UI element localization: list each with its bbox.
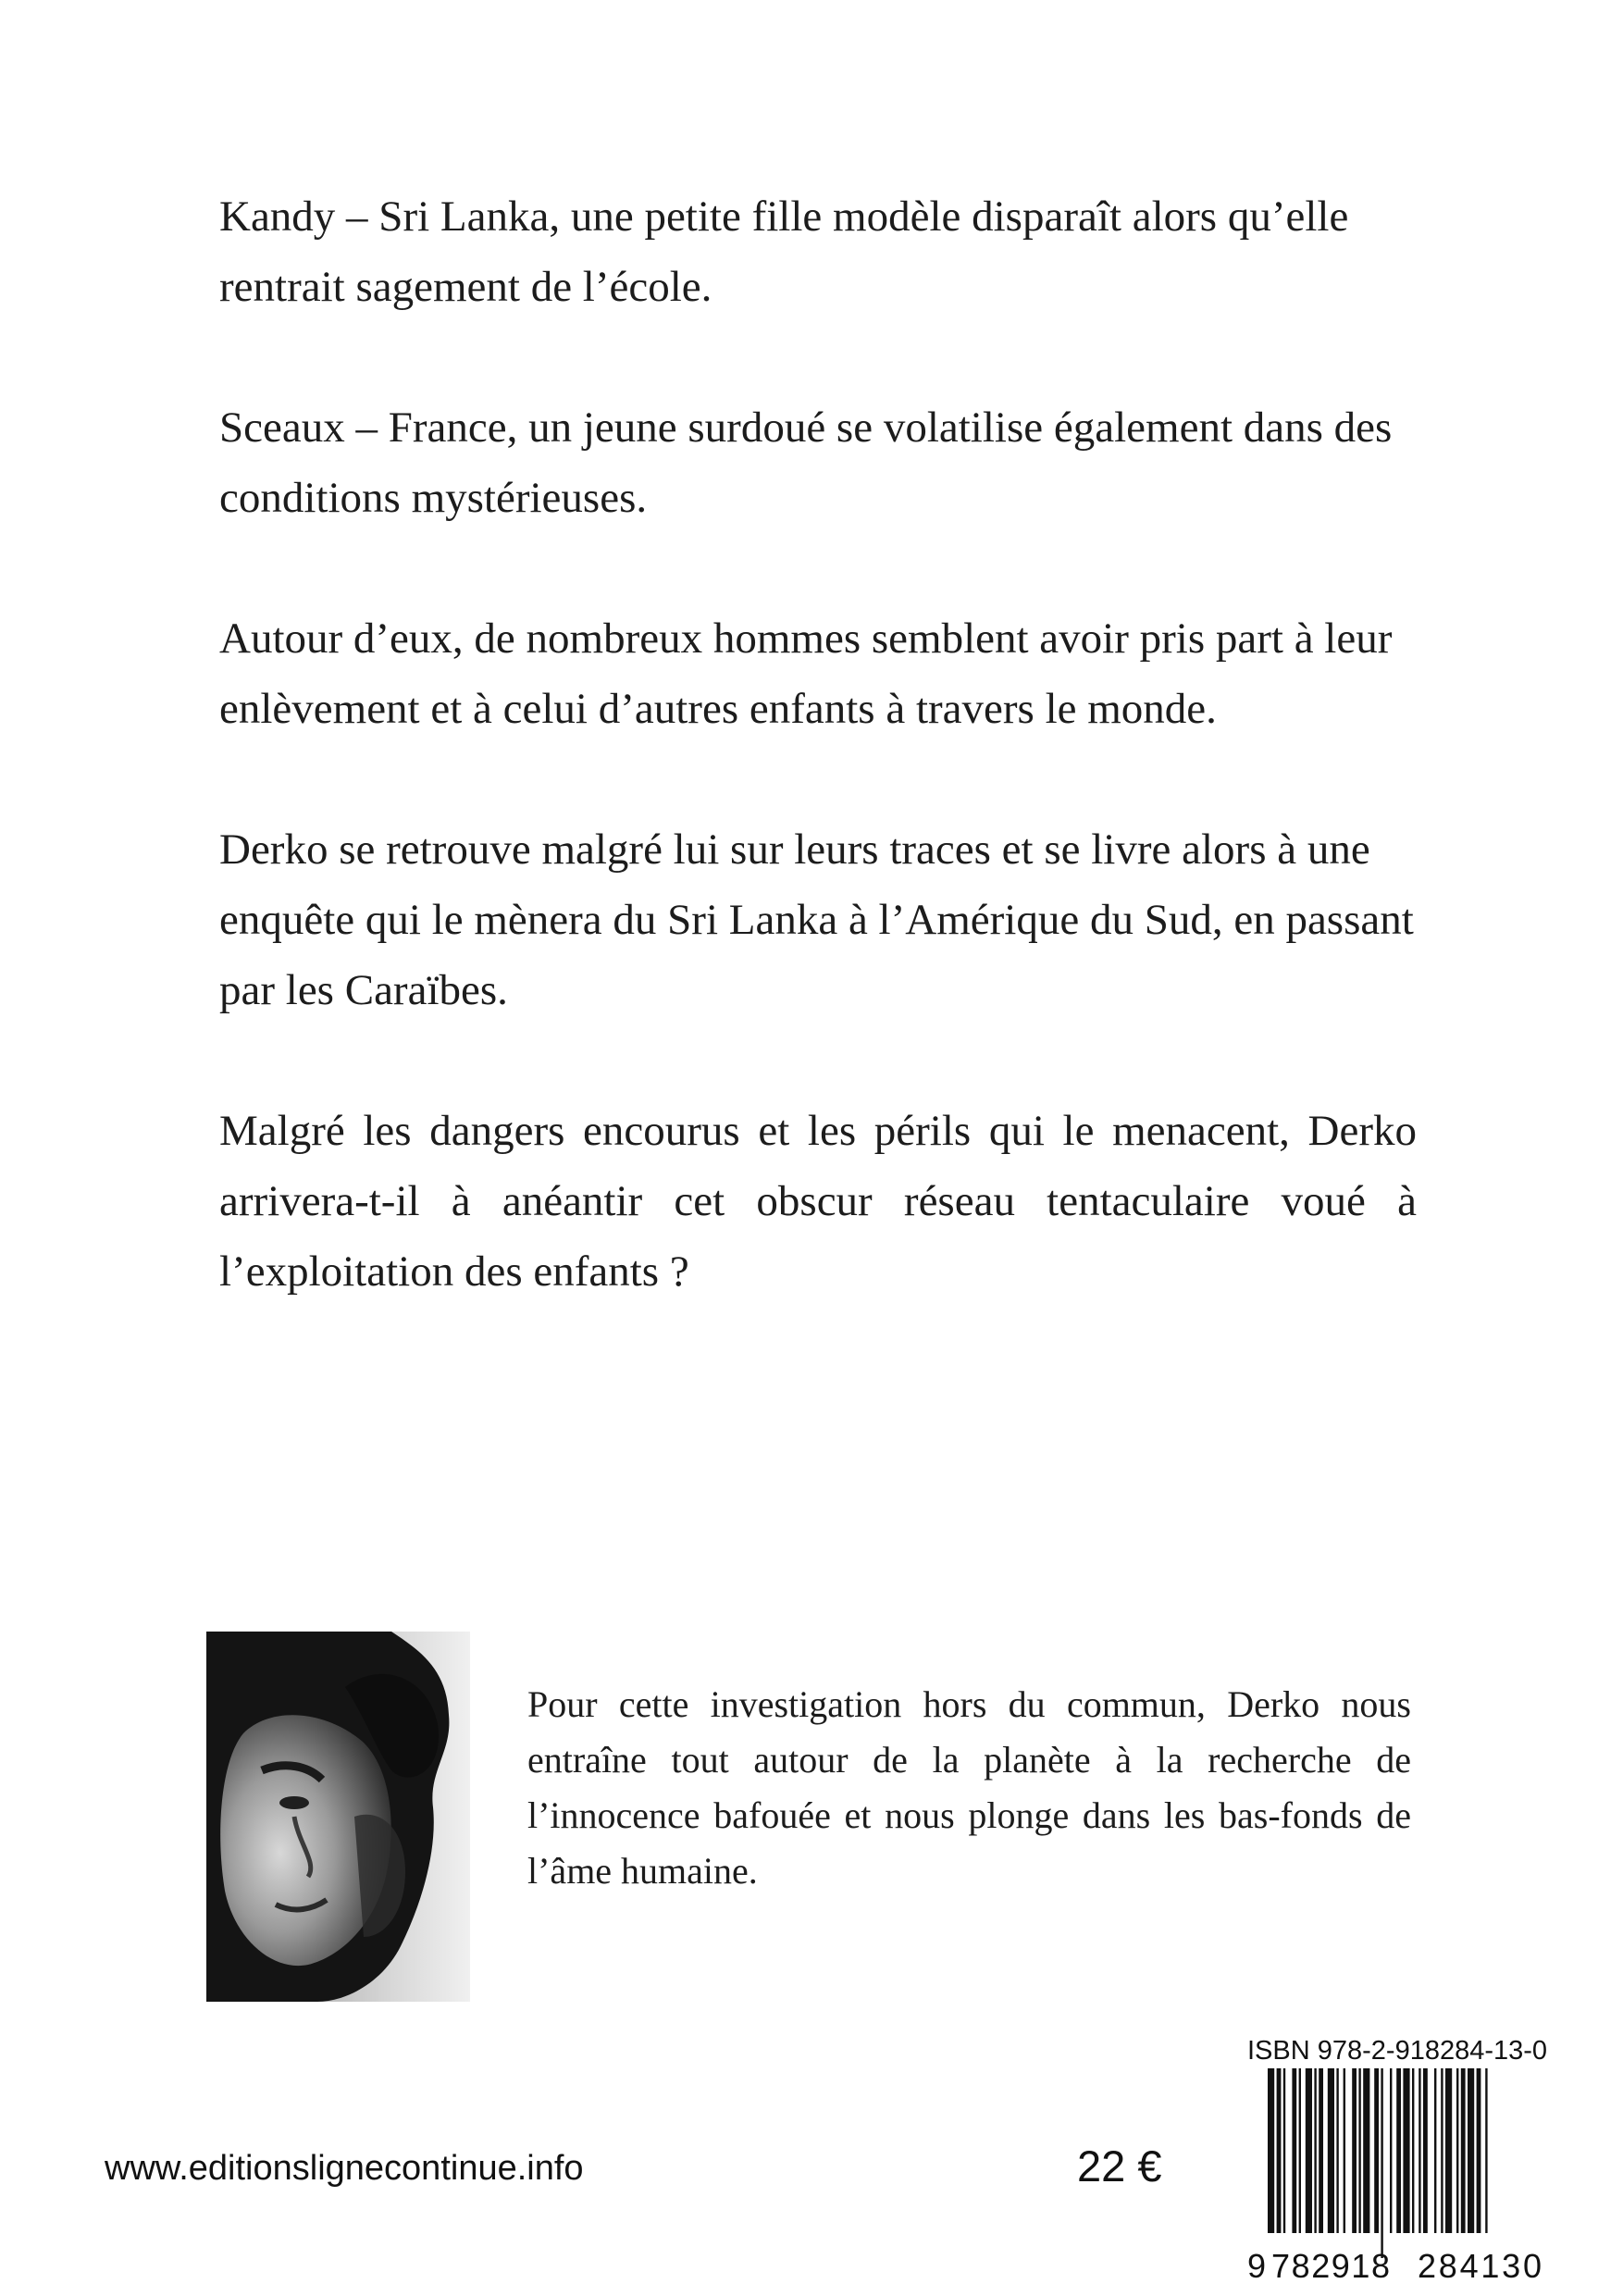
barcode-bar	[1441, 2068, 1443, 2233]
barcode-bar	[1485, 2068, 1487, 2258]
barcode-left-digits: 782918	[1271, 2247, 1390, 2285]
publisher-website: www.editionslignecontinue.info	[105, 2149, 584, 2188]
barcode-bar	[1328, 2068, 1334, 2233]
author-portrait	[206, 1632, 470, 2002]
blurb-paragraph: Sceaux – France, un jeune surdoué se volatilise également dans des conditions mystérieuses.	[219, 403, 1393, 522]
barcode-bar	[1423, 2068, 1428, 2233]
barcode-bar	[1292, 2068, 1296, 2233]
author-note: Pour cette investigation hors du commun, Derko nous entraîne tout autour de la planète à la recherche de l’innocence bafouée et nous plonge dans les bas-fonds de l’âme humaine.	[527, 1683, 1411, 1892]
barcode-bar	[1268, 2068, 1274, 2258]
barcode-bar	[1277, 2068, 1282, 2258]
blurb-paragraph: Malgré les dangers encourus et les périls qui le menacent, Derko arrivera-t-il à anéantir cet obscur réseau tentaculaire voué à l’exploitation des enfants ?	[219, 1107, 1417, 1296]
barcode-lead-digit: 9	[1247, 2247, 1267, 2285]
barcode-bar	[1352, 2068, 1357, 2233]
barcode-bar	[1412, 2068, 1414, 2233]
barcode-bars	[1268, 2068, 1488, 2258]
barcode-bar	[1319, 2068, 1323, 2233]
barcode-bar	[1283, 2068, 1285, 2233]
blurb-paragraph: Derko se retrouve malgré lui sur leurs traces et se livre alors à une enquête qui le mènera du Sri Lanka à l’Amérique du Sud, en passant par les Caraïbes.	[219, 825, 1414, 1014]
isbn-label: ISBN 978-2-918284-13-0	[1247, 2036, 1548, 2066]
barcode-bar	[1390, 2068, 1392, 2233]
barcode-bar	[1336, 2068, 1338, 2233]
barcode-bar	[1363, 2068, 1369, 2233]
barcode-bar	[1344, 2068, 1345, 2233]
barcode-right-digits: 284130	[1418, 2247, 1542, 2285]
barcode-bar	[1403, 2068, 1409, 2233]
barcode-bar	[1358, 2068, 1360, 2233]
price-label: 22 €	[1077, 2141, 1162, 2191]
barcode-bar	[1445, 2068, 1452, 2233]
isbn-barcode	[1247, 2068, 1571, 2290]
back-cover-blurb	[219, 181, 1417, 1307]
barcode-bar	[1374, 2068, 1379, 2233]
blurb-paragraph: Kandy – Sri Lanka, une petite fille modèle disparaît alors qu’elle rentrait sagement de l’école.	[219, 192, 1349, 311]
barcode-bar	[1461, 2068, 1466, 2233]
barcode-bar	[1434, 2068, 1436, 2233]
barcode-bar	[1381, 2068, 1382, 2258]
barcode-bar	[1456, 2068, 1458, 2233]
barcode-bar	[1477, 2068, 1481, 2233]
barcode-bar	[1468, 2068, 1474, 2233]
author-portrait-image	[206, 1632, 470, 2002]
barcode-bar	[1419, 2068, 1420, 2233]
blurb-paragraph: Autour d’eux, de nombreux hommes semblent avoir pris part à leur enlèvement et à celui d’autres enfants à travers le monde.	[219, 614, 1393, 733]
barcode-bar	[1306, 2068, 1312, 2233]
barcode-bar	[1396, 2068, 1401, 2233]
barcode-bar	[1314, 2068, 1316, 2233]
barcode-bar	[1299, 2068, 1301, 2233]
